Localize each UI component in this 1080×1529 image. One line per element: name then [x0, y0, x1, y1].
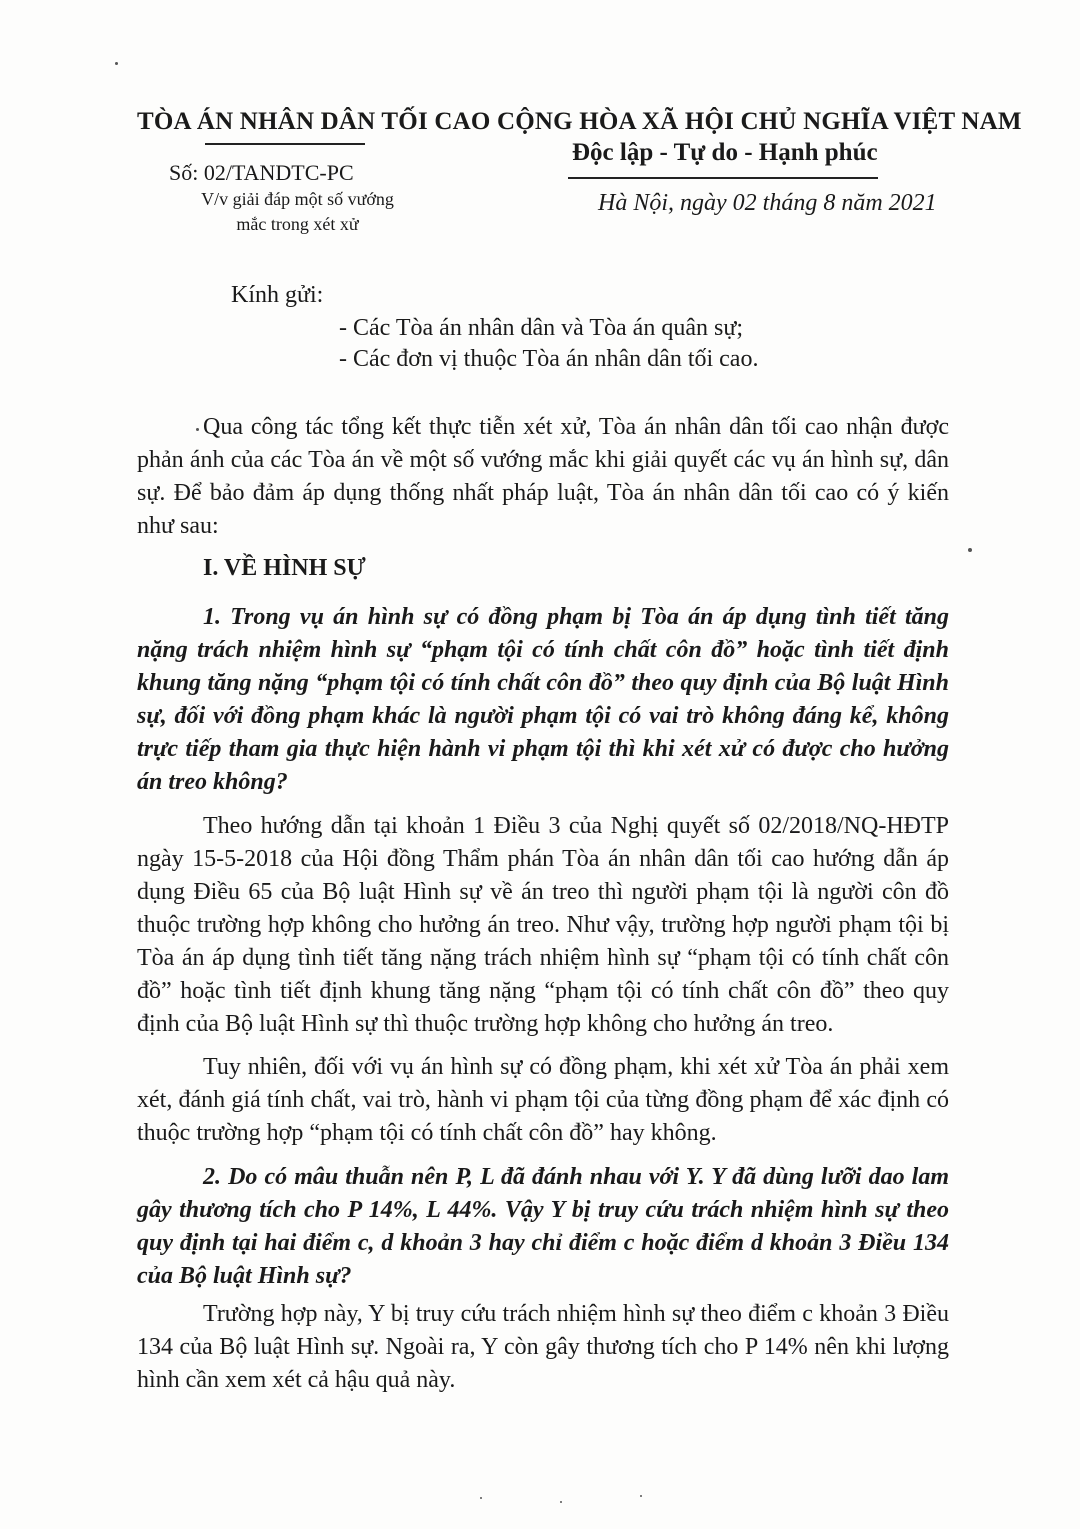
answer-1-paragraph-1: Theo hướng dẫn tại khoản 1 Điều 3 của Nghị quyết số 02/2018/NQ-HĐTP ngày 15-5-2018 của Hội đồng Thẩm phán Tòa án nhân dân tối cao hướng dẫn áp dụng Điều 65 của Bộ luật Hình sự về án treo thì người phạm tội là người côn đồ thuộc trường hợp không cho hưởng án treo. Như vậy, trường hợp người phạm tội bị Tòa án áp dụng tình tiết tăng nặng trách nhiệm hình sự “phạm tội có tính chất côn đồ” hoặc tình tiết định khung tăng nặng “phạm tội có tính chất côn đồ” theo quy định của Bộ luật Hình sự thì thuộc trường hợp không cho hưởng án treo. [137, 813, 949, 1037]
recipient-item: - Các đơn vị thuộc Tòa án nhân dân tối cao. [339, 346, 759, 372]
recipient-item: - Các Tòa án nhân dân và Tòa án quân sự; [339, 315, 743, 341]
country-name: CỘNG HÒA XÃ HỘI CHỦ NGHĨA VIỆT NAM [497, 108, 1022, 135]
scan-speck [968, 548, 972, 552]
section-heading: I. VỀ HÌNH SỰ [203, 555, 366, 581]
intro-paragraph: Qua công tác tổng kết thực tiễn xét xử, Tòa án nhân dân tối cao nhận được phản ánh của các Tòa án về một số vướng mắc khi giải quyết các vụ án hình sự, dân sự. Để bảo đảm áp dụng thống nhất pháp luật, Tòa án nhân dân tối cao có ý kiến như sau: [137, 414, 949, 539]
answer-1-paragraph-2: Tuy nhiên, đối với vụ án hình sự có đồng phạm, khi xét xử Tòa án phải xem xét, đánh giá tính chất, vai trò, hành vi phạm tội của từng đồng phạm để xác định có thuộc trường hợp “phạm tội có tính chất côn đồ” hay không. [137, 1054, 949, 1146]
scan-speck [640, 1495, 642, 1497]
salutation: Kính gửi: [231, 282, 324, 308]
scan-speck [196, 428, 199, 431]
document-subject: V/v giải đáp một số vướng mắc trong xét xử [201, 189, 394, 234]
document-number: Số: 02/TANDTC-PC [169, 160, 354, 185]
agency-underline [205, 143, 365, 145]
motto-underline [568, 177, 878, 179]
scan-speck [560, 1501, 562, 1503]
scan-speck [480, 1497, 482, 1499]
scan-speck [115, 62, 118, 65]
issuing-agency: TÒA ÁN NHÂN DÂN TỐI CAO [137, 108, 491, 135]
national-motto: Độc lập - Tự do - Hạnh phúc [572, 139, 878, 166]
answer-2-paragraph-1: Trường hợp này, Y bị truy cứu trách nhiệm hình sự theo điểm c khoản 3 Điều 134 của Bộ luật Hình sự. Ngoài ra, Y còn gây thương tích cho P 14% nên khi lượng hình cần xem xét cả hậu quả này. [137, 1301, 949, 1393]
question-2: 2. Do có mâu thuẫn nên P, L đã đánh nhau với Y. Y đã dùng lưỡi dao lam gây thương tích cho P 14%, L 44%. Vậy Y bị truy cứu trách nhiệm hình sự theo quy định tại hai điểm c, d khoản 3 hay chỉ điểm c hoặc điểm d khoản 3 Điều 134 của Bộ luật Hình sự? [137, 1164, 949, 1289]
place-date: Hà Nội, ngày 02 tháng 8 năm 2021 [598, 190, 937, 216]
question-1: 1. Trong vụ án hình sự có đồng phạm bị Tòa án áp dụng tình tiết tăng nặng trách nhiệm hình sự “phạm tội có tính chất côn đồ” hoặc tình tiết định khung tăng nặng “phạm tội có tính chất côn đồ” theo quy định của Bộ luật Hình sự, đối với đồng phạm khác là người phạm tội có vai trò không đáng kể, không trực tiếp tham gia thực hiện hành vi phạm tội thì khi xét xử có được cho hưởng án treo không? [137, 604, 949, 795]
